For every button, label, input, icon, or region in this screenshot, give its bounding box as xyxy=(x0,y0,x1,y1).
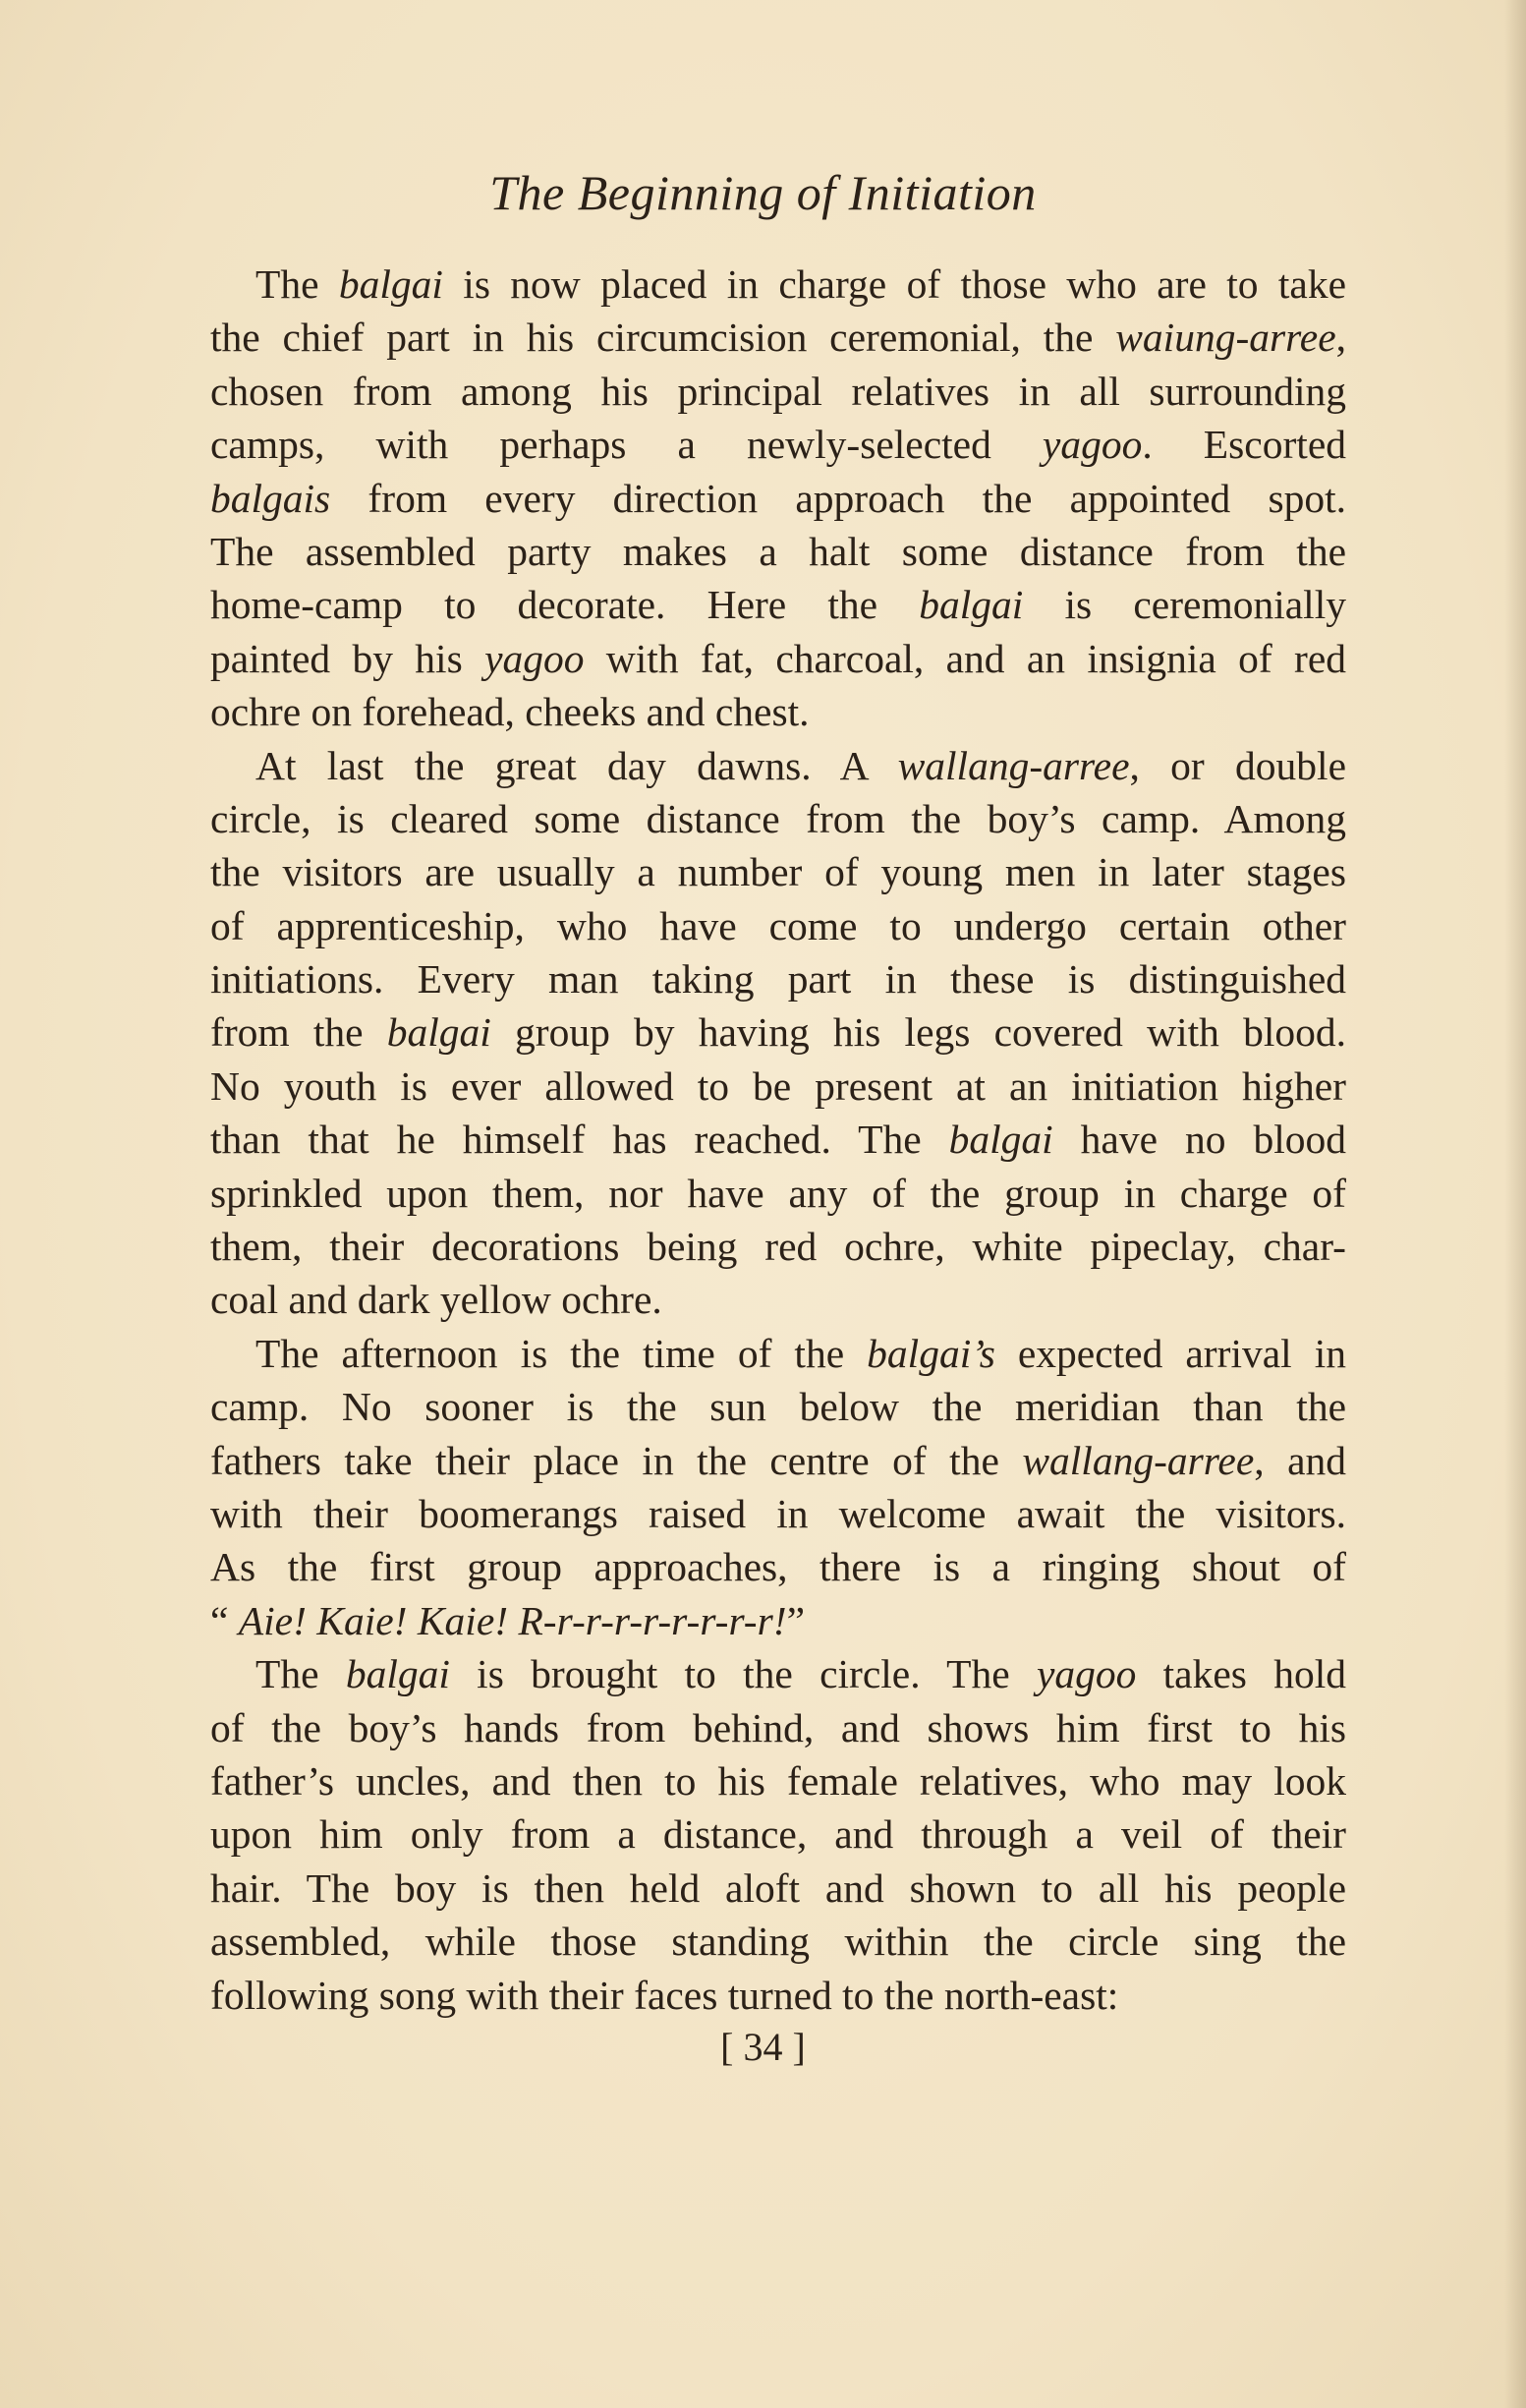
paragraph xyxy=(210,258,1346,739)
italic-term: yagoo xyxy=(484,635,585,681)
italic-term: balgai xyxy=(338,261,443,307)
text-line: As the first group approaches, there is a ringing shout of xyxy=(210,1544,1346,1590)
text-line: fathers take their place in the centre of the wallang-arree, and xyxy=(210,1437,1346,1483)
text-line: At last the great day dawns. A wallang-arree, or double xyxy=(255,742,1346,788)
italic-term: balgai xyxy=(948,1117,1053,1163)
paragraph xyxy=(210,1327,1346,1647)
text-line: upon him only from a distance, and through a veil of their xyxy=(210,1811,1346,1858)
text-line: The balgai is now placed in charge of those who are to take xyxy=(255,261,1346,307)
running-head: The Beginning of Initiation xyxy=(489,165,1037,220)
text-line: sprinkled upon them, nor have any of the group in charge of xyxy=(210,1170,1346,1216)
text-line: chosen from among his principal relatives in all surrounding xyxy=(210,368,1346,414)
italic-term: R-r-r-r-r-r-r-r-r! xyxy=(518,1597,787,1643)
text-line: of the boy’s hands from behind, and shows him first to his xyxy=(210,1704,1346,1750)
italic-term: wallang-arree xyxy=(1022,1437,1255,1483)
italic-term: yagoo xyxy=(1036,1651,1137,1697)
italic-term: balgais xyxy=(210,475,331,521)
italic-term: waiung-arree xyxy=(1115,315,1336,361)
page-number: [ 34 ] xyxy=(720,2025,806,2069)
text-line: No youth is ever allowed to be present at an initiation higher xyxy=(210,1062,1346,1109)
text-line: The balgai is brought to the circle. The yagoo takes hold xyxy=(255,1651,1346,1697)
italic-term: Aie! xyxy=(238,1597,307,1643)
text-line: the chief part in his circumcision ceremonial, the waiung-arree, xyxy=(210,315,1346,361)
text-line: initiations. Every man taking part in these is distinguished xyxy=(210,956,1346,1003)
text-line: balgais from every direction approach the appointed spot. xyxy=(210,475,1346,521)
text-line: camps, with perhaps a newly-selected yagoo. Escorted xyxy=(210,422,1346,468)
text-line: of apprenticeship, who have come to undergo certain other xyxy=(210,902,1346,948)
text-line: camp. No sooner is the sun below the meridian than the xyxy=(210,1384,1346,1430)
text-line: The afternoon is the time of the balgai’s expected arrival in xyxy=(255,1330,1346,1376)
body-text xyxy=(210,258,1346,2022)
text-line: circle, is cleared some distance from the boy’s camp. Among xyxy=(210,795,1346,841)
text-line: home-camp to decorate. Here the balgai is ceremonially xyxy=(210,582,1346,628)
paragraph xyxy=(210,739,1346,1327)
text-line: ochre on forehead, cheeks and chest. xyxy=(210,689,810,735)
italic-term: balgai’s xyxy=(867,1330,995,1376)
italic-term: balgai xyxy=(386,1009,491,1056)
text-line: with their boomerangs raised in welcome await the visitors. xyxy=(210,1490,1346,1536)
paragraph xyxy=(210,1647,1346,2022)
italic-term: balgai xyxy=(919,582,1024,628)
text-line: coal and dark yellow ochre. xyxy=(210,1277,662,1323)
italic-term: Kaie! xyxy=(417,1597,509,1643)
text-line: them, their decorations being red ochre, white pipeclay, char- xyxy=(210,1224,1346,1270)
text-line: following song with their faces turned to the north-east: xyxy=(210,1972,1119,2018)
text-line: father’s uncles, and then to his female relatives, who may look xyxy=(210,1757,1346,1804)
text-line: assembled, while those standing within the circle sing the xyxy=(210,1919,1346,1965)
text-line: hair. The boy is then held aloft and shown to all his people xyxy=(210,1864,1346,1911)
text-line: than that he himself has reached. The balgai have no blood xyxy=(210,1117,1346,1163)
italic-term: balgai xyxy=(345,1651,450,1697)
text-line: “ Aie! Kaie! Kaie! R-r-r-r-r-r-r-r-r!” xyxy=(210,1597,805,1643)
italic-term: wallang-arree xyxy=(897,742,1130,788)
text-line: painted by his yagoo with fat, charcoal, and an insignia of red xyxy=(210,635,1346,681)
italic-term: Kaie! xyxy=(316,1597,408,1643)
text-line: from the balgai group by having his legs covered with blood. xyxy=(210,1009,1346,1056)
text-line: the visitors are usually a number of young men in later stages xyxy=(210,849,1346,895)
italic-term: yagoo xyxy=(1042,422,1143,468)
text-line: The assembled party makes a halt some distance from the xyxy=(210,528,1346,574)
